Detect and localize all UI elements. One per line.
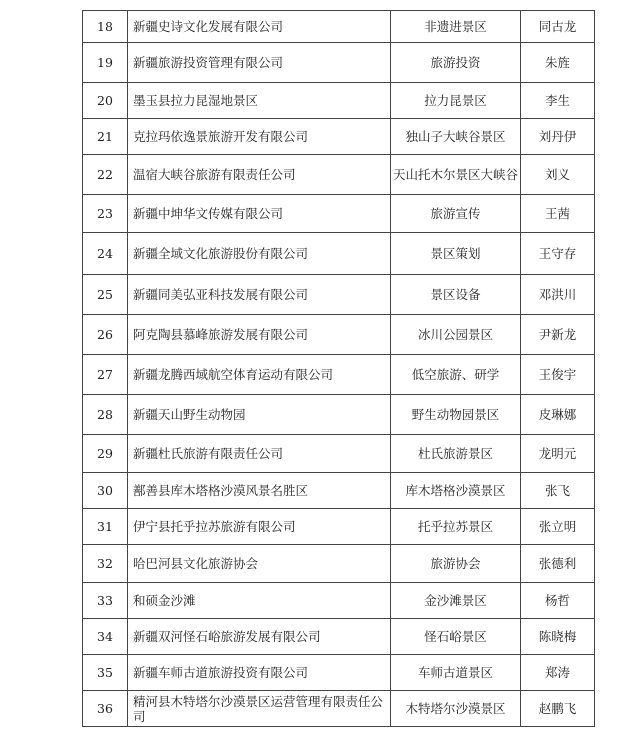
table-row [83, 619, 595, 655]
company-name: 新疆龙腾西域航空体育运动有限公司 [128, 355, 391, 395]
company-name: 克拉玛依逸景旅游开发有限公司 [128, 119, 391, 155]
contact-person: 邓洪川 [521, 275, 595, 315]
business-area: 天山托木尔景区大峡谷 [391, 155, 521, 195]
row-number: 24 [83, 233, 128, 275]
business-area: 金沙滩景区 [391, 583, 521, 619]
table-row [83, 83, 595, 119]
contact-person: 陈晓梅 [521, 619, 595, 655]
row-number: 26 [83, 315, 128, 355]
contact-person: 尹新龙 [521, 315, 595, 355]
business-area: 独山子大峡谷景区 [391, 119, 521, 155]
table-row [83, 395, 595, 435]
company-name: 精河县木特塔尔沙漠景区运营管理有限责任公司 [128, 691, 391, 727]
contact-person: 朱旌 [521, 43, 595, 83]
table-row [83, 155, 595, 195]
table-row [83, 545, 595, 583]
contact-person: 王守存 [521, 233, 595, 275]
member-table [82, 10, 595, 727]
table-row [83, 435, 595, 473]
business-area: 木特塔尔沙漠景区 [391, 691, 521, 727]
business-area: 旅游宣传 [391, 195, 521, 233]
contact-person: 杨哲 [521, 583, 595, 619]
business-area: 车师古道景区 [391, 655, 521, 691]
row-number: 23 [83, 195, 128, 233]
table-row [83, 355, 595, 395]
company-name: 新疆同美弘亚科技发展有限公司 [128, 275, 391, 315]
contact-person: 龙明元 [521, 435, 595, 473]
business-area: 托乎拉苏景区 [391, 509, 521, 545]
table-row [83, 583, 595, 619]
row-number: 19 [83, 43, 128, 83]
company-name: 新疆旅游投资管理有限公司 [128, 43, 391, 83]
company-name: 新疆天山野生动物园 [128, 395, 391, 435]
row-number: 18 [83, 11, 128, 43]
company-name: 新疆中坤华文传媒有限公司 [128, 195, 391, 233]
business-area: 旅游投资 [391, 43, 521, 83]
contact-person: 赵鹏飞 [521, 691, 595, 727]
contact-person: 刘义 [521, 155, 595, 195]
company-name: 墨玉县拉力昆湿地景区 [128, 83, 391, 119]
contact-person: 刘丹伊 [521, 119, 595, 155]
contact-person: 同古龙 [521, 11, 595, 43]
table-row [83, 11, 595, 43]
table-row [83, 691, 595, 727]
company-name: 鄯善县库木塔格沙漠风景名胜区 [128, 473, 391, 509]
row-number: 20 [83, 83, 128, 119]
company-name: 新疆杜氏旅游有限责任公司 [128, 435, 391, 473]
contact-person: 张立明 [521, 509, 595, 545]
contact-person: 李生 [521, 83, 595, 119]
row-number: 28 [83, 395, 128, 435]
table-row [83, 315, 595, 355]
business-area: 怪石峪景区 [391, 619, 521, 655]
business-area: 景区策划 [391, 233, 521, 275]
contact-person: 张德利 [521, 545, 595, 583]
row-number: 32 [83, 545, 128, 583]
business-area: 非遗进景区 [391, 11, 521, 43]
row-number: 36 [83, 691, 128, 727]
row-number: 31 [83, 509, 128, 545]
contact-person: 王俊宇 [521, 355, 595, 395]
contact-person: 皮琳娜 [521, 395, 595, 435]
table-row [83, 233, 595, 275]
row-number: 22 [83, 155, 128, 195]
business-area: 野生动物园景区 [391, 395, 521, 435]
contact-person: 张飞 [521, 473, 595, 509]
business-area: 拉力昆景区 [391, 83, 521, 119]
business-area: 旅游协会 [391, 545, 521, 583]
table-row [83, 119, 595, 155]
business-area: 低空旅游、研学 [391, 355, 521, 395]
row-number: 30 [83, 473, 128, 509]
table-row [83, 195, 595, 233]
row-number: 34 [83, 619, 128, 655]
contact-person: 王茜 [521, 195, 595, 233]
row-number: 33 [83, 583, 128, 619]
company-name: 新疆全域文化旅游股份有限公司 [128, 233, 391, 275]
table-row [83, 275, 595, 315]
table-row [83, 473, 595, 509]
company-name: 哈巴河县文化旅游协会 [128, 545, 391, 583]
table-row [83, 43, 595, 83]
company-name: 新疆史诗文化发展有限公司 [128, 11, 391, 43]
row-number: 21 [83, 119, 128, 155]
business-area: 冰川公园景区 [391, 315, 521, 355]
contact-person: 郑涛 [521, 655, 595, 691]
company-name: 新疆车师古道旅游投资有限公司 [128, 655, 391, 691]
table-body [83, 11, 595, 727]
company-name: 和硕金沙滩 [128, 583, 391, 619]
company-name: 新疆双河怪石峪旅游发展有限公司 [128, 619, 391, 655]
business-area: 景区设备 [391, 275, 521, 315]
row-number: 29 [83, 435, 128, 473]
row-number: 35 [83, 655, 128, 691]
company-name: 温宿大峡谷旅游有限责任公司 [128, 155, 391, 195]
table-row [83, 509, 595, 545]
row-number: 25 [83, 275, 128, 315]
company-name: 伊宁县托乎拉苏旅游有限公司 [128, 509, 391, 545]
row-number: 27 [83, 355, 128, 395]
company-name: 阿克陶县慕峰旅游发展有限公司 [128, 315, 391, 355]
table-row [83, 655, 595, 691]
business-area: 库木塔格沙漠景区 [391, 473, 521, 509]
business-area: 杜氏旅游景区 [391, 435, 521, 473]
